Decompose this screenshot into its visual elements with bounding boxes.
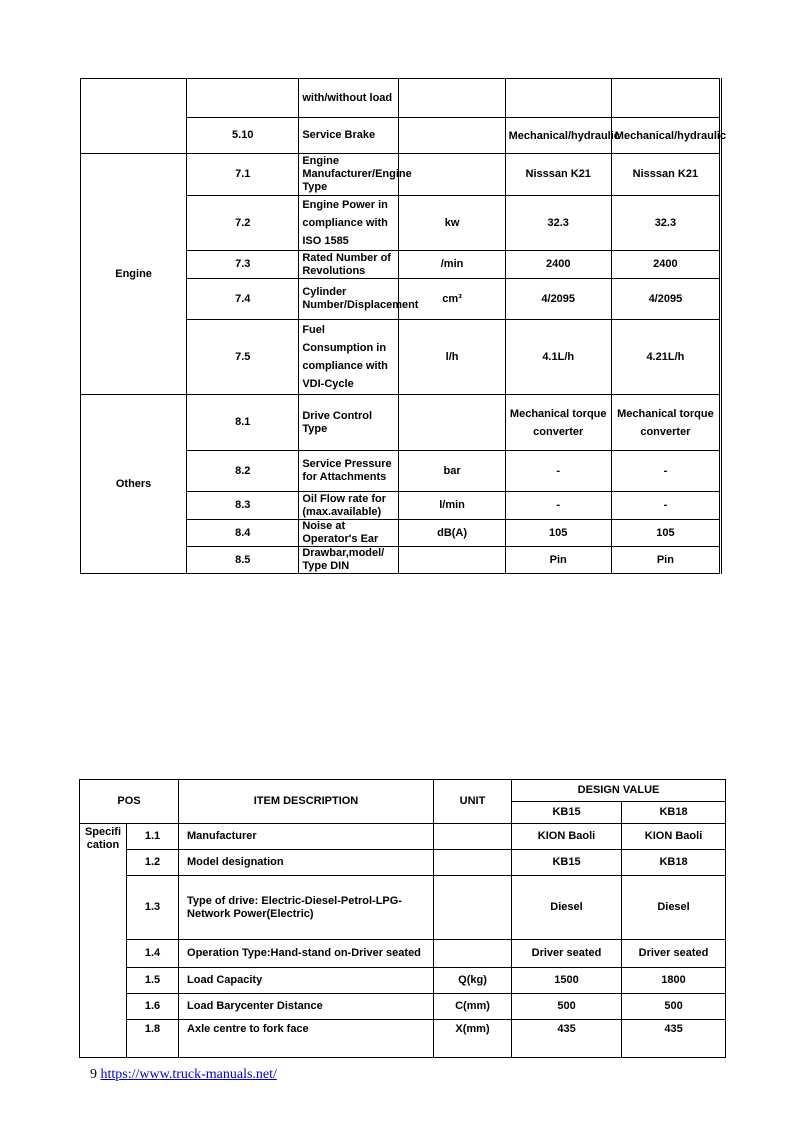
value-cell: Mechanical torque converter bbox=[505, 395, 611, 451]
value-cell: 105 bbox=[505, 520, 611, 547]
pos-cell: 1.3 bbox=[127, 876, 179, 940]
unit-cell: C(mm) bbox=[434, 994, 512, 1020]
item-description: Engine Manufacturer/Engine Type bbox=[299, 154, 399, 196]
value-cell: Mechanical/hydraulic bbox=[611, 118, 720, 154]
unit-cell bbox=[399, 395, 505, 451]
pos-cell: 1.4 bbox=[127, 940, 179, 968]
table-row bbox=[80, 940, 726, 968]
pos-cell: 5.10 bbox=[187, 118, 299, 154]
header-model-kb15: KB15 bbox=[512, 802, 622, 824]
unit-cell: l/h bbox=[399, 320, 505, 395]
table-row bbox=[80, 850, 726, 876]
value-cell: KB18 bbox=[622, 850, 726, 876]
item-description: with/without load bbox=[299, 79, 399, 118]
pos-cell: 7.2 bbox=[187, 196, 299, 251]
website-link[interactable]: https://www.truck-manuals.net/ bbox=[100, 1067, 277, 1082]
value-cell: 32.3 bbox=[505, 196, 611, 251]
pos-cell: 8.4 bbox=[187, 520, 299, 547]
pos-cell: 7.5 bbox=[187, 320, 299, 395]
item-description: Engine Power in compliance with ISO 1585 bbox=[299, 196, 399, 251]
value-cell: 4/2095 bbox=[611, 279, 720, 320]
unit-cell: l/min bbox=[399, 492, 505, 520]
value-cell: 105 bbox=[611, 520, 720, 547]
value-cell: Diesel bbox=[512, 876, 622, 940]
item-description: Drawbar,model/ Type DIN bbox=[299, 547, 399, 574]
table-row bbox=[80, 1020, 726, 1058]
value-cell: - bbox=[505, 451, 611, 492]
value-cell: KION Baoli bbox=[512, 824, 622, 850]
item-description: Service Pressure for Attachments bbox=[299, 451, 399, 492]
table-row bbox=[80, 876, 726, 940]
unit-cell: X(mm) bbox=[434, 1020, 512, 1058]
item-description: Noise at Operator's Ear bbox=[299, 520, 399, 547]
table-row bbox=[80, 968, 726, 994]
header-model-kb18: KB18 bbox=[622, 802, 726, 824]
value-cell: 435 bbox=[622, 1020, 726, 1058]
value-cell: 4.1L/h bbox=[505, 320, 611, 395]
header-unit: UNIT bbox=[434, 780, 512, 824]
header-pos: POS bbox=[80, 780, 179, 824]
unit-cell: bar bbox=[399, 451, 505, 492]
engine-spec-table bbox=[80, 78, 727, 574]
unit-cell bbox=[434, 876, 512, 940]
header-row bbox=[80, 780, 726, 802]
value-cell: 2400 bbox=[505, 251, 611, 279]
value-cell: 1800 bbox=[622, 968, 726, 994]
item-description: Operation Type:Hand-stand on-Driver seated bbox=[179, 940, 434, 968]
group-engine: Engine bbox=[81, 154, 187, 395]
value-cell: Nisssan K21 bbox=[505, 154, 611, 196]
pos-cell: 8.5 bbox=[187, 547, 299, 574]
page-number: 9 bbox=[90, 1067, 97, 1082]
design-value-table bbox=[79, 779, 726, 1058]
value-cell: Pin bbox=[611, 547, 720, 574]
value-cell: 500 bbox=[622, 994, 726, 1020]
value-cell: Mechanical/hydraulic bbox=[505, 118, 611, 154]
unit-cell: dB(A) bbox=[399, 520, 505, 547]
unit-cell bbox=[434, 940, 512, 968]
value-cell: - bbox=[611, 451, 720, 492]
pos-cell: 1.8 bbox=[127, 1020, 179, 1058]
item-description: Manufacturer bbox=[179, 824, 434, 850]
unit-cell: kw bbox=[399, 196, 505, 251]
value-cell: KB15 bbox=[512, 850, 622, 876]
value-cell: Diesel bbox=[622, 876, 726, 940]
item-description: Fuel Consumption in compliance with VDI-Cycle bbox=[299, 320, 399, 395]
header-design-value: DESIGN VALUE bbox=[512, 780, 726, 802]
value-cell: - bbox=[505, 492, 611, 520]
item-description: Model designation bbox=[179, 850, 434, 876]
pos-cell: 8.1 bbox=[187, 395, 299, 451]
table-row bbox=[80, 994, 726, 1020]
group-others: Others bbox=[81, 395, 187, 574]
unit-cell bbox=[399, 547, 505, 574]
item-description: Service Brake bbox=[299, 118, 399, 154]
item-description: Drive Control Type bbox=[299, 395, 399, 451]
unit-cell bbox=[434, 824, 512, 850]
pos-cell: 1.5 bbox=[127, 968, 179, 994]
value-cell: 32.3 bbox=[611, 196, 720, 251]
unit-cell: cm³ bbox=[399, 279, 505, 320]
item-description: Load Capacity bbox=[179, 968, 434, 994]
value-cell: 4.21L/h bbox=[611, 320, 720, 395]
value-cell: - bbox=[611, 492, 720, 520]
value-cell: Driver seated bbox=[622, 940, 726, 968]
unit-cell bbox=[399, 154, 505, 196]
value-cell: 1500 bbox=[512, 968, 622, 994]
value-cell: Nisssan K21 bbox=[611, 154, 720, 196]
pos-cell: 7.1 bbox=[187, 154, 299, 196]
pos-cell: 8.2 bbox=[187, 451, 299, 492]
table-row bbox=[81, 154, 721, 196]
unit-cell bbox=[399, 118, 505, 154]
pos-cell: 1.6 bbox=[127, 994, 179, 1020]
value-cell: 435 bbox=[512, 1020, 622, 1058]
value-cell: 500 bbox=[512, 994, 622, 1020]
unit-cell: /min bbox=[399, 251, 505, 279]
table-row bbox=[80, 824, 726, 850]
value-cell: Mechanical torque converter bbox=[611, 395, 720, 451]
pos-cell: 1.1 bbox=[127, 824, 179, 850]
item-description: Axle centre to fork face bbox=[179, 1020, 434, 1058]
table-row bbox=[81, 79, 721, 118]
value-cell: Driver seated bbox=[512, 940, 622, 968]
item-description: Oil Flow rate for (max.available) bbox=[299, 492, 399, 520]
item-description: Cylinder Number/Displacement bbox=[299, 279, 399, 320]
page-footer bbox=[90, 1067, 277, 1083]
value-cell: 4/2095 bbox=[505, 279, 611, 320]
item-description: Load Barycenter Distance bbox=[179, 994, 434, 1020]
pos-cell: 7.4 bbox=[187, 279, 299, 320]
unit-cell bbox=[434, 850, 512, 876]
value-cell: KION Baoli bbox=[622, 824, 726, 850]
pos-cell: 7.3 bbox=[187, 251, 299, 279]
item-description: Rated Number of Revolutions bbox=[299, 251, 399, 279]
pos-cell: 1.2 bbox=[127, 850, 179, 876]
unit-cell: Q(kg) bbox=[434, 968, 512, 994]
value-cell: Pin bbox=[505, 547, 611, 574]
header-item-description: ITEM DESCRIPTION bbox=[179, 780, 434, 824]
value-cell: 2400 bbox=[611, 251, 720, 279]
table-row bbox=[81, 395, 721, 451]
group-specification: Specification bbox=[80, 824, 127, 1058]
item-description: Type of drive: Electric-Diesel-Petrol-LPG-Network Power(Electric) bbox=[179, 876, 434, 940]
pos-cell: 8.3 bbox=[187, 492, 299, 520]
